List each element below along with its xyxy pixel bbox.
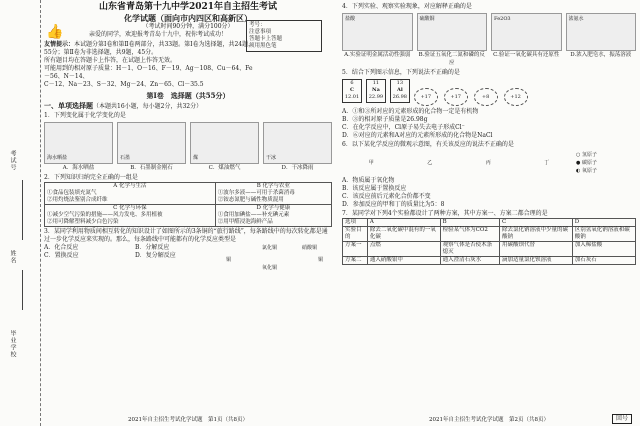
q1-caption-c: C．煤油燃气 xyxy=(208,165,241,171)
q1-caption-b: B．石墨制金刚石 xyxy=(130,165,173,171)
q4-image-a: 盐酸 xyxy=(342,13,413,51)
element-card-c: 6 C 12.01 xyxy=(342,79,362,103)
notice-line: 注意事项 xyxy=(249,29,272,35)
q4-image-c: Fe2O3 xyxy=(491,13,562,51)
q2-cell-d: D 化学与健康 ①食用加碘盐——补充碘元素 ②用甲醛浸泡海鲜产品 xyxy=(215,205,331,227)
q3-option-d: D．复分解反应 xyxy=(135,252,176,259)
q5-option-d: D．⑥对应的元素和A对应的元素所形成的化合物是NaCl xyxy=(342,132,493,139)
element-card-na: 11 Na 22.99 xyxy=(366,79,386,103)
q4-caption-d: D.浓入肥皂水，振荡溶液 xyxy=(570,52,632,58)
binding-label-name: 姓名 xyxy=(9,250,16,264)
q2-cell-c: C 化学与环保 ①减少空气污染的措施——风力发电、多用植被 ②用可降解塑料减少白色污染 xyxy=(45,205,216,227)
atom-structure: +12 xyxy=(504,88,528,106)
footer-left: 2021年自主招生考试化学试题 第1页（共8页） xyxy=(128,417,248,423)
exam-subtitle: 化学试题（面向市内四区和高新区） xyxy=(124,13,252,23)
q3-option-a: A．化合反应 xyxy=(44,244,79,251)
welcome-text: 亲爱的同学，欢迎报考青岛十九中，祝你考试成功！ xyxy=(88,31,227,38)
section-heading: 一、单项选择题 xyxy=(44,101,93,110)
q6-stem: 6．以下某化学反应的微观示意图，有关该反应的说法不正确的是 xyxy=(342,141,514,148)
right-page xyxy=(342,2,636,426)
page-badge: 回号 xyxy=(612,414,632,424)
binding-line xyxy=(22,270,23,310)
q4-stem: 4．下列实验、观察实验现象，对应解释正确的是 xyxy=(342,3,472,10)
exam-title: 山东省青岛第十九中学2021年自主招生考试 xyxy=(98,2,278,12)
atoms-label: 可能用到的相对原子质量： xyxy=(44,65,117,72)
q4-caption-a: A.实验证明金属活动性强弱 xyxy=(344,52,411,58)
element-card-al: 13 Al 26.98 xyxy=(390,79,410,103)
notice-line: 答题卡上答题 xyxy=(249,36,283,42)
q1-image-a: 海水晒盐 xyxy=(44,122,113,164)
tips-p2: 所有题目均在答题卡上作答，在试题上作答无效。 xyxy=(44,57,177,64)
binding-label-school: 毕业学校 xyxy=(9,330,16,358)
question-3 xyxy=(44,228,332,274)
q4-caption-c: C.验证一氧化碳具有还原性 xyxy=(493,52,560,58)
question-6 xyxy=(342,141,636,209)
atom-structure: +17 xyxy=(444,88,468,106)
notice-box xyxy=(246,20,322,52)
q5-option-b: B．③的相对原子质量是26.98g xyxy=(342,116,428,123)
q3-stem: 3．某同学利用物质间相互转化的知识设计了如图所示的3条铜的“旅行路线”，每条路线中的每次转化都是通过一步化学反应来实现的。那么，每条路线中可能都有的化学反应类型是 xyxy=(44,228,328,243)
q7-table: 选项 A B C D 实验目的 除去二氧化碳中混有的一氧化碳 检验某气体为CO2 除去氯化钠溶液中少量的碳酸钠 区别氢氧化钠溶液和碳酸钠 方案一 点燃 观察气体是否使木条熄灭 用碳酸钡代替 加入稀盐酸 方案二 通入硝酸银中 通入澄清石灰水 滴加适量氯化钡溶液 加石灰石 xyxy=(342,218,636,265)
q1-stem: 1．下列变化属于化学变化的是 xyxy=(44,112,126,119)
q1-caption-a: A．海水晒盐 xyxy=(62,165,95,171)
q6-option-d: D．参加反应的甲和丁的质量比为5：8 xyxy=(342,201,445,208)
part1-title: 第Ⅰ卷 选择题（共55分） xyxy=(146,91,230,100)
binding-label-exam-no: 考试号 xyxy=(9,150,16,171)
atom-structure: +8 xyxy=(474,88,498,106)
atoms-line2: C－12、Na－23、S－32、Mg－24、Zn－65、Cl－35.5 xyxy=(44,81,204,88)
q3-option-c: C．置换反应 xyxy=(44,252,79,259)
tips-label: 友情提示： xyxy=(44,41,75,48)
q3-option-b: B．分解反应 xyxy=(135,244,170,251)
atoms-line1: H－1、O－16、F－19、Ag－108、Cu－64、Fe－56、N－14、 xyxy=(44,65,253,80)
question-1 xyxy=(44,112,332,172)
q6-legend: ○ 氢原子 ● 碳原子 ◐ 氧原子 xyxy=(576,152,597,174)
exam-time: （考试时间90分钟，满分100分） xyxy=(142,23,234,30)
q6-diagram: 甲 乙 丙 丁 xyxy=(368,160,550,166)
q1-image-d: 干冰 xyxy=(263,122,332,164)
footer-right: 2021年自主招生考试化学试题 第2页（共8页） xyxy=(429,417,549,423)
binding-margin xyxy=(0,0,41,426)
atom-structure: +17 xyxy=(414,88,438,106)
q5-option-c: C．在化学反应中，Cl原子易失去电子形成Cl⁻ xyxy=(342,124,465,131)
q1-image-c: 煤 xyxy=(190,122,259,164)
q2-cell-b: B 化学与农业 ①波尔多液——可用于杀菌消毒 ②铵态氮肥与碱性物质混用 xyxy=(215,183,331,205)
question-4 xyxy=(342,3,636,67)
q2-cell-a: A 化学与生活 ①食品包装填充氮气 ②用灼烧法鉴别合成纤维 xyxy=(45,183,216,205)
notice-line: 须用黑色笔 xyxy=(249,43,277,49)
question-2 xyxy=(44,174,332,227)
q6-option-c: C．该反应前后元素化合价都不变 xyxy=(342,193,431,200)
q5-stem: 5．结合下列图示信息，下列说法不正确的是 xyxy=(342,69,460,76)
q7-stem: 7．某同学对下列4个实验都设计了两种方案，其中方案一、方案二都合理的是 xyxy=(342,210,548,217)
q4-image-b: 硫酸铜 xyxy=(417,13,488,51)
binding-line xyxy=(22,180,23,240)
q5-option-a: A．①和③所对应的元素形成的化合物一定是有机物 xyxy=(342,108,479,115)
q2-stem: 2．下列知识归纳完全正确的一组是 xyxy=(44,174,138,181)
question-5 xyxy=(342,69,636,140)
q6-option-a: A．物质属于氧化物 xyxy=(342,177,395,184)
q1-image-b: 石墨 xyxy=(117,122,186,164)
left-page xyxy=(44,2,332,426)
section-note: （本题共16小题，每小题2分，共32分） xyxy=(93,103,203,110)
thumbs-up-icon: 👍 xyxy=(46,24,64,40)
q4-caption-b: B.验证五氧化二氮和磷的反应 xyxy=(418,52,485,66)
question-7 xyxy=(342,210,636,265)
q4-image-d: 浓氨水 xyxy=(566,13,637,51)
tips-p1: 本试题分第Ⅰ卷和第Ⅱ卷两部分，共33题。第Ⅰ卷为选择题，共24题，55分；第Ⅱ卷为非选择题，共9题，45分。 xyxy=(44,41,255,56)
q2-table xyxy=(44,182,332,227)
q3-diagram: 氯化铜 硝酸铜 铜 氧化铜 铜 xyxy=(226,245,324,271)
q1-caption-d: D．干冰降雨 xyxy=(281,165,314,171)
notice-line: 考号： xyxy=(249,22,266,28)
q6-option-b: B．该反应属于置换反应 xyxy=(342,185,407,192)
